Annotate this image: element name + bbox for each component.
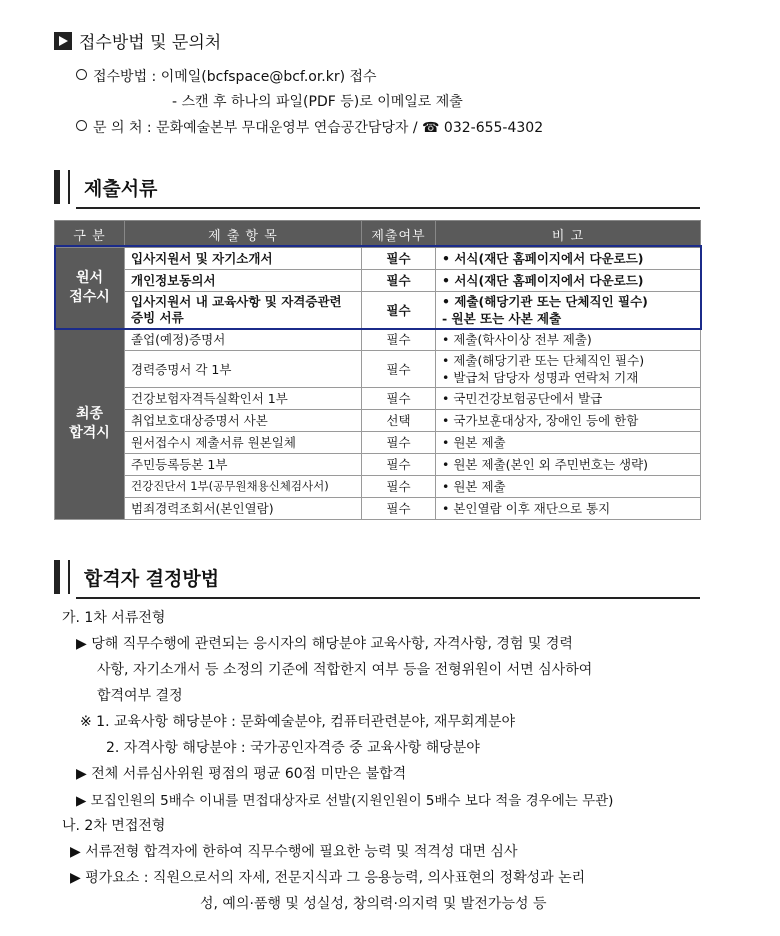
item-cell: 원서접수시 제출서류 원본일체 — [125, 432, 362, 454]
heading-rule — [76, 207, 700, 209]
circle-bullet-icon — [76, 69, 87, 80]
note-cell: • 원본 제출(본인 외 주민번호는 생략) — [436, 454, 701, 476]
group-application: 원서 접수시 — [55, 248, 125, 329]
req-cell: 필수 — [362, 329, 436, 351]
note-cell: • 서식(재단 홈페이지에서 다운로드) — [436, 248, 701, 270]
header-category: 구 분 — [55, 221, 125, 248]
req-cell: 필수 — [362, 388, 436, 410]
contact-line: 문 의 처 : 문화예술본부 무대운영부 연습공간담당자 / ☎ 032-655-4302 — [76, 117, 543, 137]
item-cell: 주민등록등본 1부 — [125, 454, 362, 476]
note-cell: • 제출(학사이상 전부 제출) — [436, 329, 701, 351]
arrow-right-icon — [54, 32, 72, 50]
stage2-line1: ▶ 서류전형 합격자에 한하여 직무수행에 필요한 능력 및 적격성 대면 심사 — [70, 844, 518, 860]
table-row — [55, 270, 701, 292]
group-final: 최종 합격시 — [55, 329, 125, 520]
table-row — [55, 248, 701, 270]
stage1-line1: ▶ 당해 직무수행에 관련되는 응시자의 해당분야 교육사항, 자격사항, 경험 및 경력 — [76, 636, 573, 652]
item-cell: 범죄경력조회서(본인열람) — [125, 498, 362, 520]
stage1-cutoff: ▶ 전체 서류심사위원 평점의 평균 60점 미만은 불합격 — [76, 766, 407, 782]
req-cell: 필수 — [362, 498, 436, 520]
table-row — [55, 292, 701, 329]
note-cell: • 서식(재단 홈페이지에서 다운로드) — [436, 270, 701, 292]
stage1-selection: ▶ 모집인원의 5배수 이내를 면접대상자로 선발(지원인원이 5배수 보다 적을 경우에는 무관) — [76, 793, 614, 809]
req-cell: 필수 — [362, 432, 436, 454]
section-selection-title: 합격자 결정방법 — [84, 567, 220, 590]
stage2-line2: ▶ 평가요소 : 직원으로서의 자세, 전문지식과 그 응용능력, 의사표현의 정확성과 논리 — [70, 870, 586, 886]
section-selection-heading — [54, 560, 219, 594]
method-sub-line: - 스캔 후 하나의 파일(PDF 등)로 이메일로 제출 — [172, 94, 463, 110]
stage1-line3: 합격여부 결정 — [97, 688, 183, 704]
stage1-line2: 사항, 자기소개서 등 소정의 기준에 적합한지 여부 등을 전형위원이 서면 심사하여 — [97, 662, 593, 678]
table-row — [55, 498, 701, 520]
section-documents-title: 제출서류 — [84, 177, 158, 200]
section-documents-heading — [54, 170, 157, 204]
item-cell: 입사지원서 및 자기소개서 — [125, 248, 362, 270]
header-item: 제 출 항 목 — [125, 221, 362, 248]
note-cell: • 원본 제출 — [436, 432, 701, 454]
req-cell: 선택 — [362, 410, 436, 432]
table-row — [55, 410, 701, 432]
req-cell: 필수 — [362, 292, 436, 329]
note-cell: • 원본 제출 — [436, 476, 701, 498]
documents-table — [54, 220, 701, 520]
header-required: 제출여부 — [362, 221, 436, 248]
item-cell: 경력증명서 각 1부 — [125, 351, 362, 388]
table-row — [55, 454, 701, 476]
note-cell: • 제출(해당기관 또는 단체직인 필수) - 원본 또는 사본 제출 — [436, 292, 701, 329]
item-cell: 건강진단서 1부(공무원채용신체검사서) — [125, 476, 362, 498]
table-row — [55, 351, 701, 388]
item-cell: 개인정보동의서 — [125, 270, 362, 292]
note-line1: ※ 1. 교육사항 해당분야 : 문화예술분야, 컴퓨터관련분야, 재무회계분야 — [80, 714, 516, 730]
req-cell: 필수 — [362, 476, 436, 498]
item-cell: 졸업(예정)증명서 — [125, 329, 362, 351]
item-cell: 취업보호대상증명서 사본 — [125, 410, 362, 432]
note-cell: • 제출(해당기관 또는 단체직인 필수) • 발급처 담당자 성명과 연락처 기재 — [436, 351, 701, 388]
note-line2: 2. 자격사항 해당분야 : 국가공인자격증 중 교육사항 해당분야 — [106, 740, 480, 756]
note-cell: • 국가보훈대상자, 장애인 등에 한함 — [436, 410, 701, 432]
section-contact-heading — [54, 28, 221, 53]
note-cell: • 국민건강보험공단에서 발급 — [436, 388, 701, 410]
req-cell: 필수 — [362, 351, 436, 388]
item-cell: 입사지원서 내 교육사항 및 자격증관련 증빙 서류 — [125, 292, 362, 329]
table-header-row — [55, 221, 701, 248]
table-row — [55, 476, 701, 498]
stage2-title: 나. 2차 면접전형 — [62, 818, 166, 834]
req-cell: 필수 — [362, 454, 436, 476]
note-cell: • 본인열람 이후 재단으로 통지 — [436, 498, 701, 520]
section-contact-title: 접수방법 및 문의처 — [79, 33, 222, 53]
req-cell: 필수 — [362, 270, 436, 292]
stage1-title: 가. 1차 서류전형 — [62, 610, 166, 626]
req-cell: 필수 — [362, 248, 436, 270]
table-row — [55, 329, 701, 351]
table-row — [55, 388, 701, 410]
heading-rule — [76, 597, 700, 599]
table-row — [55, 432, 701, 454]
circle-bullet-icon — [76, 120, 87, 131]
method-line: 접수방법 : 이메일(bcfspace@bcf.or.kr) 접수 — [76, 66, 377, 86]
stage2-line3: 성, 예의·품행 및 성실성, 창의력·의지력 및 발전가능성 등 — [200, 896, 547, 912]
header-note: 비 고 — [436, 221, 701, 248]
item-cell: 건강보험자격득실확인서 1부 — [125, 388, 362, 410]
